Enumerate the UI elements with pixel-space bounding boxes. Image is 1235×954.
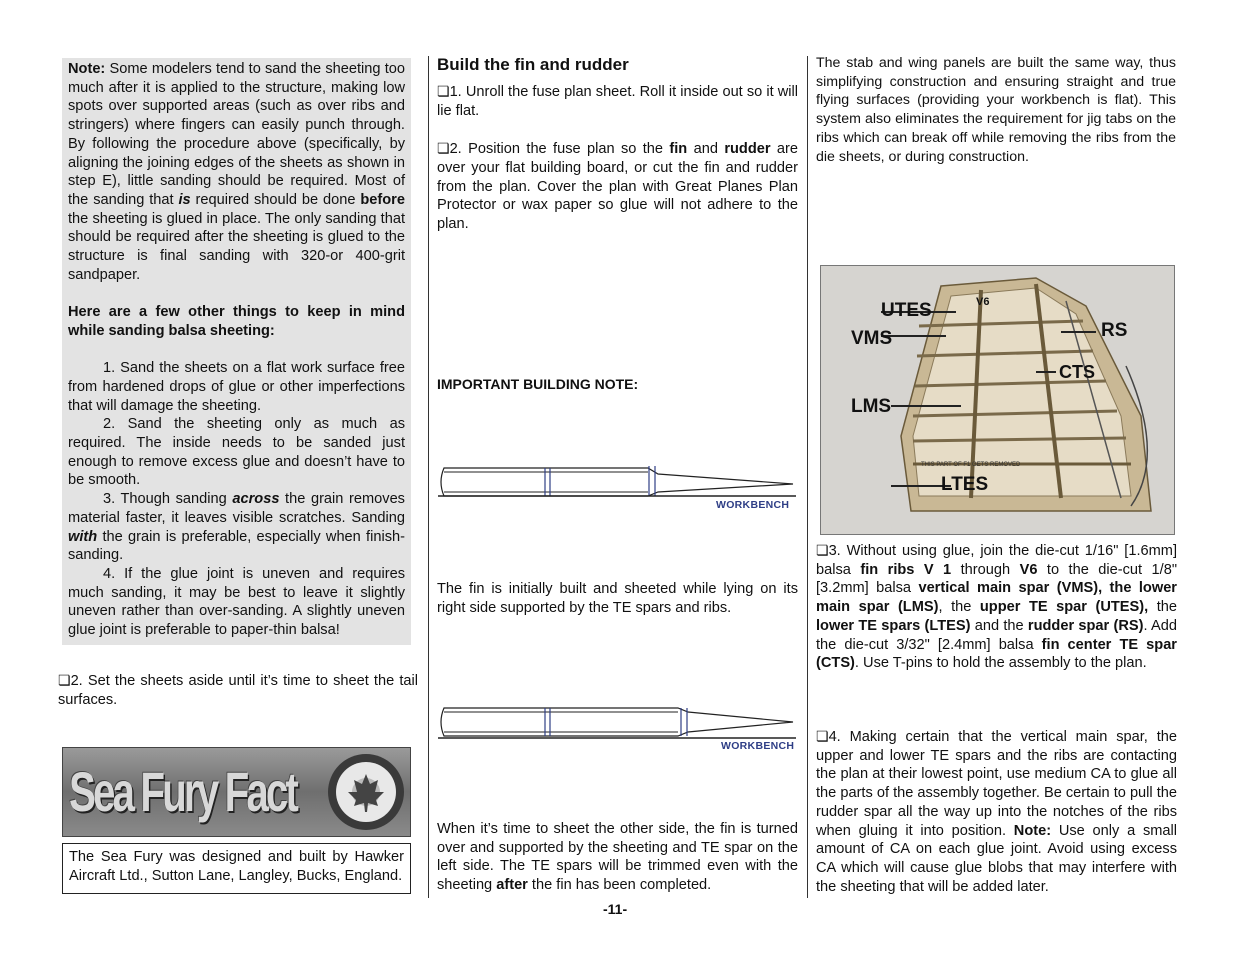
important-note-heading: IMPORTANT BUILDING NOTE: <box>437 376 639 392</box>
workbench-label-2: WORKBENCH <box>721 740 795 752</box>
fin-step-2: ❏2. Position the fuse plan so the fin and rudder are over your flat building board, or cut the fin and rudder from the plan. Cover the plan with Great Planes Plan Protector or wax paper so glue will not adhere to the plan. <box>437 140 798 232</box>
workbench-label-1: WORKBENCH <box>716 499 790 511</box>
sanding-note: Note: Some modelers tend to sand the sheeting too much after it is applied to the structure, making low spots over supported areas (such as over ribs and stringers) where fingers can easily punch through. By following the procedure above (specifically, by aligning the joining edges of the sheets as shown in step E), little sanding should be required. Most of the sanding that is required should be done before the sheeting is glued in place. The only sanding that should be required after the sheeting is glued to the structure is final sanding with 320-or 400-grit sandpaper. <box>68 61 405 283</box>
fin-step-3: ❏3. Without using glue, join the die-cut 1/16" [1.6mm] balsa fin ribs V 1 through V6 to the die-cut 1/8" [3.2mm] balsa vertical main spar (VMS), the lower main spar (LMS), the upper TE spar (UTES), the lower TE spars (LTES) and the rudder spar (RS). Add the die-cut 3/32" [2.4mm] balsa fin center TE spar (CTS). Use T-pins to hold the assembly to the plan. <box>816 542 1178 672</box>
banner-title: Sea Fury Fact <box>69 760 296 823</box>
sea-fury-fact-banner <box>62 747 411 837</box>
right-intro: The stab and wing panels are built the same way, thus simplifying construction and ensuring straight and true flying surfaces (providing your workbench is flat). This system also eliminates the requirement for jig tabs on the ribs which can break off while removing the ribs from the die sheets, or during construction. <box>816 55 1176 165</box>
fin-step-4: ❏4. Making certain that the vertical main spar, the upper and lower TE spars and the ribs are contacting the plan at their lowest point, use medium CA to glue all the parts of the assembly together. Be certain to pull the rudder spar all the way up into the notches of the ribs when gluing it into position. Note: Use only a small amount of CA on each glue joint. Avoid using excess CA which will cause glue blobs that may interfere with the sheeting that will be added later. <box>816 728 1178 895</box>
photo-label-v6: V6 <box>976 296 990 308</box>
column-divider-right <box>807 56 808 898</box>
photo-label-rs: RS <box>1101 320 1128 341</box>
sanding-note-box <box>62 58 411 645</box>
fin-para-2: When it’s time to sheet the other side, the fin is turned over and supported by the sheeting and TE spar on the left side. The TE spars will be trimmed even with the sheeting after the fin has been completed. <box>437 821 798 894</box>
sanding-tip-1: 1. Sand the sheets on a flat work surface free from hardened drops of glue or other imperfections that will damage the sheeting. <box>68 360 405 414</box>
column-divider-left <box>428 56 429 898</box>
checkbox-icon[interactable]: ❏ <box>437 83 450 99</box>
photo-label-vms: VMS <box>851 328 893 349</box>
page-number: -11- <box>603 901 628 917</box>
checkbox-icon[interactable]: ❏ <box>816 728 829 744</box>
checkbox-icon[interactable]: ❏ <box>437 140 450 157</box>
svg-text:THIS PART OF F1 GETS REMOVED: THIS PART OF F1 GETS REMOVED <box>921 462 1021 468</box>
maple-leaf-roundel-icon <box>326 752 406 832</box>
fin-turned-over-diagram <box>438 702 798 742</box>
photo-label-utes: UTES <box>881 300 932 321</box>
photo-label-ltes: LTES <box>941 474 989 495</box>
section-title: Build the fin and rudder <box>437 55 629 74</box>
sanding-tips-heading: Here are a few other things to keep in mind while sanding balsa sheeting: <box>68 304 405 339</box>
photo-label-lms: LMS <box>851 396 892 417</box>
sanding-tip-4: 4. If the glue joint is uneven and requires much sanding, it may be best to leave it slightly uneven rather than over-sanding. A slightly uneven glue joint is preferable to paper-thin balsa! <box>68 565 405 639</box>
sanding-tip-3: 3. Though sanding across the grain removes material faster, it leaves visible scratches. Sanding with the grain is preferable, especially when finish-sanding. <box>68 491 405 564</box>
fin-step-1: ❏1. Unroll the fuse plan sheet. Roll it inside out so it will lie flat. <box>437 83 798 119</box>
middle-column <box>437 54 798 234</box>
fin-on-right-side-diagram <box>438 462 798 502</box>
photo-label-cts: CTS <box>1059 362 1095 382</box>
checkbox-icon[interactable]: ❏ <box>816 542 829 558</box>
fin-para-1: The fin is initially built and sheeted while lying on its right side supported by the TE spars and ribs. <box>437 581 798 616</box>
left-step-2: ❏2. Set the sheets aside until it’s time to sheet the tail surfaces. <box>58 672 418 708</box>
fin-assembly-photo <box>820 265 1175 535</box>
checkbox-icon[interactable]: ❏ <box>58 672 71 688</box>
sea-fury-fact-text: The Sea Fury was designed and built by Hawker Aircraft Ltd., Sutton Lane, Langley, Bucks, England. <box>62 843 411 894</box>
sanding-tip-2: 2. Sand the sheeting only as much as required. The inside needs to be sanded just enough to remove excess glue and doesn’t have to be smooth. <box>68 416 405 489</box>
